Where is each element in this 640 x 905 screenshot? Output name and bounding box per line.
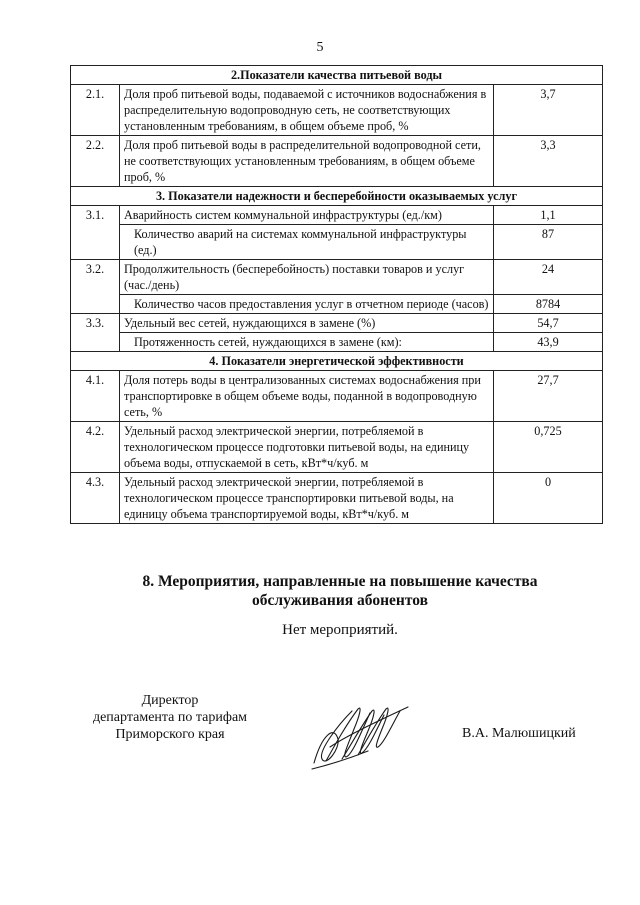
indicators-table — [70, 65, 603, 524]
signer-position — [70, 692, 270, 743]
row-number: 2.1. — [71, 85, 120, 136]
table-row — [71, 371, 603, 422]
table-row — [71, 260, 603, 295]
table-row — [71, 225, 603, 260]
table-row — [71, 473, 603, 524]
section-row — [71, 66, 603, 85]
row-value: 43,9 — [494, 333, 603, 352]
row-description: Количество аварий на системах коммунальной инфраструктуры (ед.) — [120, 225, 494, 260]
row-description: Удельный расход электрической энергии, потребляемой в технологическом процессе транспортировки питьевой воды, на единицу объема транспортируемой воды, кВт*ч/куб. м — [120, 473, 494, 524]
table-row — [71, 314, 603, 333]
row-description: Аварийность систем коммунальной инфраструктуры (ед./км) — [120, 206, 494, 225]
row-number: 4.2. — [71, 422, 120, 473]
row-value: 8784 — [494, 295, 603, 314]
signer-position-line: Директор — [141, 693, 199, 708]
table-row — [71, 136, 603, 187]
measures-heading-line: 8. Мероприятия, направленные на повышение качества — [142, 573, 538, 590]
table-row — [71, 295, 603, 314]
row-description: Количество часов предоставления услуг в отчетном периоде (часов) — [120, 295, 494, 314]
row-number: 4.3. — [71, 473, 120, 524]
row-value: 24 — [494, 260, 603, 295]
row-description: Продолжительность (бесперебойность) поставки товаров и услуг (час./день) — [120, 260, 494, 295]
section-title-quality: 2.Показатели качества питьевой воды — [71, 66, 603, 85]
row-value: 54,7 — [494, 314, 603, 333]
table-row — [71, 333, 603, 352]
page-number: 5 — [316, 40, 324, 55]
row-description: Доля проб питьевой воды, подаваемой с источников водоснабжения в распределительную водопроводную сеть, не соответствующих установленным требованиям, в общем объеме проб, % — [120, 85, 494, 136]
row-value: 3,7 — [494, 85, 603, 136]
row-number: 4.1. — [71, 371, 120, 422]
row-value: 3,3 — [494, 136, 603, 187]
row-number: 3.1. — [71, 206, 120, 260]
section-row — [71, 187, 603, 206]
signer-position-line: департамента по тарифам — [92, 710, 248, 725]
row-description: Протяженность сетей, нуждающихся в замене (км): — [120, 333, 494, 352]
row-description: Доля потерь воды в централизованных системах водоснабжения при транспортировке в общем объеме воды, поданной в водопроводную сеть, % — [120, 371, 494, 422]
table-row — [71, 85, 603, 136]
section-title-reliability: 3. Показатели надежности и бесперебойности оказываемых услуг — [71, 187, 603, 206]
row-number: 3.2. — [71, 260, 120, 314]
row-description: Удельный вес сетей, нуждающихся в замене (%) — [120, 314, 494, 333]
measures-heading-line: обслуживания абонентов — [252, 592, 428, 609]
handwritten-signature — [308, 695, 418, 775]
table-row — [71, 206, 603, 225]
section-title-energy: 4. Показатели энергетической эффективности — [71, 352, 603, 371]
measures-text: Нет мероприятий. — [282, 622, 398, 638]
signer-position-line: Приморского края — [115, 727, 225, 742]
row-value: 0 — [494, 473, 603, 524]
row-value: 27,7 — [494, 371, 603, 422]
table-row — [71, 422, 603, 473]
row-value: 87 — [494, 225, 603, 260]
row-number: 3.3. — [71, 314, 120, 352]
measures-heading — [0, 572, 640, 610]
row-value: 0,725 — [494, 422, 603, 473]
row-description: Удельный расход электрической энергии, потребляемой в технологическом процессе подготовки питьевой воды, на единицу объема воды, отпускаемой в сеть, кВт*ч/куб. м — [120, 422, 494, 473]
row-description: Доля проб питьевой воды в распределительной водопроводной сети, не соответствующих установленным требованиям, в общем объеме проб, % — [120, 136, 494, 187]
signer-name: В.А. Малюшицкий — [462, 726, 576, 741]
row-value: 1,1 — [494, 206, 603, 225]
section-row — [71, 352, 603, 371]
row-number: 2.2. — [71, 136, 120, 187]
